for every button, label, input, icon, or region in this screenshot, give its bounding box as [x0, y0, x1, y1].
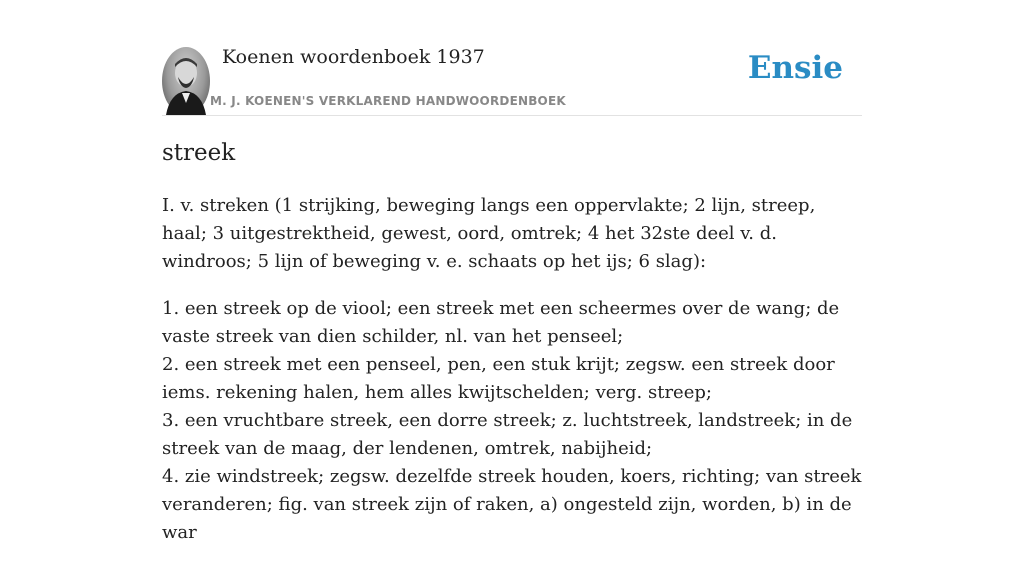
sense-item: 2. een streek met een penseel, pen, een stuk krijt; zegsw. een streek door iems. rekening halen, hem alles kwijtschelden; verg. streep; [162, 354, 835, 403]
portrait-icon [162, 47, 210, 115]
author-portrait[interactable] [162, 47, 210, 115]
entry-definition [162, 192, 862, 566]
source-title[interactable]: Koenen woordenboek 1937 [222, 46, 485, 68]
ensie-logo[interactable]: Ensie [747, 50, 843, 86]
dictionary-page [162, 0, 862, 543]
definition-intro: I. v. streken (1 strijking, beweging langs een oppervlakte; 2 lijn, streep, haal; 3 uitgestrektheid, gewest, oord, omtrek; 4 het 32ste deel v. d. windroos; 5 lijn of beweging v. e. schaats op het ijs; 6 slag): [162, 195, 816, 272]
source-subtitle: M. J. KOENEN'S VERKLAREND HANDWOORDENBOEK [210, 94, 566, 108]
sense-item: 1. een streek op de viool; een streek met een scheermes over de wang; de vaste streek van dien schilder, nl. van het penseel; [162, 298, 840, 347]
sense-item: 3. een vruchtbare streek, een dorre streek; z. luchtstreek, landstreek; in de streek van de maag, der lendenen, omtrek, nabijheid; [162, 410, 853, 459]
entry-title: streek [162, 140, 236, 166]
source-header [162, 0, 862, 116]
sense-item: 4. zie windstreek; zegsw. dezelfde streek houden, koers, richting; van streek veranderen; fig. van streek zijn of raken, a) ongesteld zijn, worden, b) in de war [162, 466, 862, 543]
sense-list [162, 295, 862, 547]
